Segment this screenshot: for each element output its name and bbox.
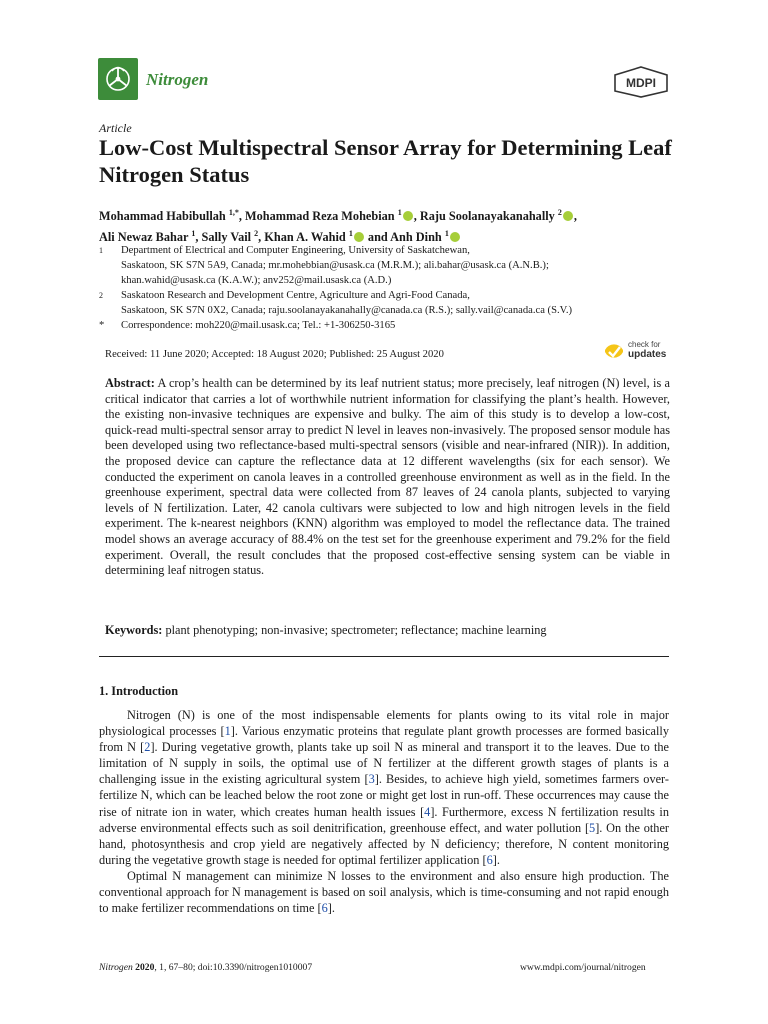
affiliation-marker: 1 [99, 246, 103, 255]
paragraph-text: ]. [327, 901, 335, 916]
nitrogen-logo-icon [98, 58, 138, 100]
publication-dates: Received: 11 June 2020; Accepted: 18 August 2020; Published: 25 August 2020 [105, 349, 444, 360]
author-affiliation-mark: 1 [444, 229, 449, 239]
section-heading: 1. Introduction [99, 684, 179, 698]
paragraph-text: ]. Besides, to achieve high yield, sometimes farmers over-fertilize N, which can be leached below the root zone or might get lost in run-off. These occurrences may cause the rise of nitrate ion in water, which creates human health issues [ [99, 772, 669, 819]
citation-link[interactable]: 6 [486, 852, 493, 867]
affiliation-line: khan.wahid@usask.ca (K.A.W.); anv252@mail.usask.ca (A.D.) [121, 275, 392, 286]
paragraph [99, 707, 669, 868]
section-divider [99, 656, 669, 657]
footer-year: 2020 [135, 962, 155, 973]
correspondence-line: Correspondence: moh220@mail.usask.ca; Tel.: +1-306250-3165 [121, 320, 396, 331]
paragraph-text: ]. Various enzymatic proteins that regulate plant growth processes are formed basically from N [ [99, 724, 670, 755]
abstract [105, 376, 670, 579]
affiliation-line: Department of Electrical and Computer Engineering, University of Saskatchewan, [121, 245, 470, 256]
citation-link[interactable]: 4 [424, 804, 431, 819]
author-affiliation-mark: 2 [557, 208, 562, 217]
paragraph-text: Optimal N management can minimize N losses to the environment and also ensure high production. The conventional approach for N management is based on soil analysis, which is time-consuming and not rapid enough to make fertilizer recommendations on time [ [99, 868, 669, 916]
footer-url[interactable]: www.mdpi.com/journal/nitrogen [520, 962, 646, 973]
author-affiliation-mark: 1 [397, 208, 402, 217]
author-name: Khan A. Wahid [264, 230, 346, 245]
author-list: Mohammad Habibullah $^{1,*}$, Mohammad Reza Mohebian $^1$ , Raju Soolanayakanahally $^2$ , Ali Newaz Bahar $^1$, Sally Vail $^2$, Khan A. Wahid $^1$ and Anh Dinh $^1$ [99, 208, 577, 245]
citation-link[interactable]: 1 [224, 724, 231, 739]
author-affiliation-mark: 1,* [228, 208, 239, 217]
paragraph [99, 868, 669, 916]
author-affiliation-mark: 1 [348, 229, 353, 239]
author-name: Ali Newaz Bahar [99, 230, 189, 245]
article-title: Low-Cost Multispectral Sensor Array for Determining Leaf Nitrogen Status [99, 135, 672, 187]
section-body [99, 707, 669, 916]
affiliations [99, 243, 679, 333]
author-name: Mohammad Reza Mohebian [245, 209, 395, 224]
check-updates-icon [602, 339, 626, 365]
affiliation-line: Saskatoon, SK S7N 5A9, Canada; mr.mohebbian@usask.ca (M.R.M.); ali.bahar@usask.ca (A.N.B.); [121, 260, 549, 271]
keywords-label: Keywords: [105, 623, 163, 637]
affiliation-marker: 2 [99, 291, 103, 300]
updates-badge-line2: updates [628, 349, 667, 360]
citation-link[interactable]: 3 [368, 772, 375, 787]
affiliation-line: Saskatoon Research and Development Centre, Agriculture and Agri-Food Canada, [121, 290, 470, 301]
author-affiliation-mark: 1 [191, 229, 196, 239]
abstract-label: Abstract: [105, 376, 155, 390]
affiliation-item [99, 288, 679, 318]
mdpi-logo [612, 66, 670, 98]
footer-doi: , 1, 67–80; doi:10.3390/nitrogen1010007 [154, 962, 313, 973]
paragraph-text: Nitrogen (N) is one of the most indispensable elements for plants owing to its vital role in major physiological processes [ [99, 708, 669, 739]
orcid-icon[interactable] [354, 232, 364, 242]
article-type: Article [99, 121, 132, 135]
mdpi-logo-text: MDPI [626, 76, 656, 90]
orcid-icon[interactable] [403, 211, 413, 221]
author-name: Anh Dinh [390, 230, 442, 245]
author-name: Mohammad Habibullah [99, 209, 226, 224]
paragraph-text: ]. During vegetative growth, plants take up soil N as mineral and transport it to the leaves. Due to the limitation of N supply in soils, the optimal use of N fertilizer at the different growth stages of plants is a challenging issue in the existing agricultural system [ [99, 740, 669, 787]
orcid-icon[interactable] [450, 232, 460, 242]
paragraph-text: ]. [492, 852, 500, 867]
paragraph-text: ]. On the other hand, photosynthesis and crop yield are negatively affected by N deficiency; therefore, N content monitoring during the vegetative growth stage is needed for optimal fertilizer application [ [99, 820, 670, 867]
citation-link[interactable]: 6 [321, 901, 328, 916]
paragraph-text: ]. Furthermore, excess N fertilization results in adverse environmental effects such as soil denitrification, greenhouse effect, and water pollution [ [99, 804, 669, 835]
footer-citation [99, 962, 312, 973]
check-for-updates-badge[interactable] [602, 339, 674, 365]
correspondence-item [99, 318, 679, 333]
author-name: Sally Vail [201, 230, 252, 245]
citation-link[interactable]: 2 [144, 740, 151, 755]
author-affiliation-mark: 2 [254, 229, 259, 239]
keywords [105, 622, 670, 638]
abstract-text: A crop’s health can be determined by its leaf nutrient status; more precisely, leaf nitrogen (N) level, is a critical indicator that carries a lot of worthwhile nutrient information for classifying the plant’s health. However, the existing non-invasive techniques are expensive and bulky. The aim of this study is to develop a low-cost, quick-read multi-spectral sensor array to predict N level in leaves non-invasively. The proposed sensor module has been developed using two reflectance-based multi-spectral sensors (visible and near-infrared (NIR)). In addition, the proposed device can capture the reflectance data at 12 different wavelengths (six for each sensor). We conducted the experiment on canola leaves in a controlled greenhouse environment as well as in the field. In the greenhouse experiment, spectral data were collected from 87 leaves of 24 canola plants, subjected to varying levels of N fertilization. Later, 42 canola cultivars were subjected to low and high nitrogen levels in the field experiment. The k-nearest neighbors (KNN) algorithm was employed to model the reflectance data. The trained model shows an average accuracy of 88.4% on the test set for the greenhouse experiment and 79.2% for the field experiment. Overall, the result concludes that the proposed cost-effective sensing system can be viable in determining leaf nitrogen status. [105, 376, 670, 578]
keywords-text: plant phenotyping; non-invasive; spectrometer; reflectance; machine learning [165, 623, 547, 637]
journal-logo [98, 58, 138, 100]
footer-journal: Nitrogen [99, 962, 133, 973]
journal-name: Nitrogen [146, 70, 209, 89]
affiliation-item [99, 243, 679, 288]
orcid-icon[interactable] [563, 211, 573, 221]
updates-badge-line1: check for [628, 340, 661, 349]
mdpi-logo-icon [612, 66, 670, 98]
author-name: Raju Soolanayakanahally [419, 209, 555, 224]
citation-link[interactable]: 5 [589, 820, 596, 835]
affiliation-line: Saskatoon, SK S7N 0X2, Canada; raju.soolanayakanahally@canada.ca (R.S.); sally.vail@canada.ca (S.V.) [121, 305, 573, 316]
correspondence-marker: * [99, 320, 105, 331]
